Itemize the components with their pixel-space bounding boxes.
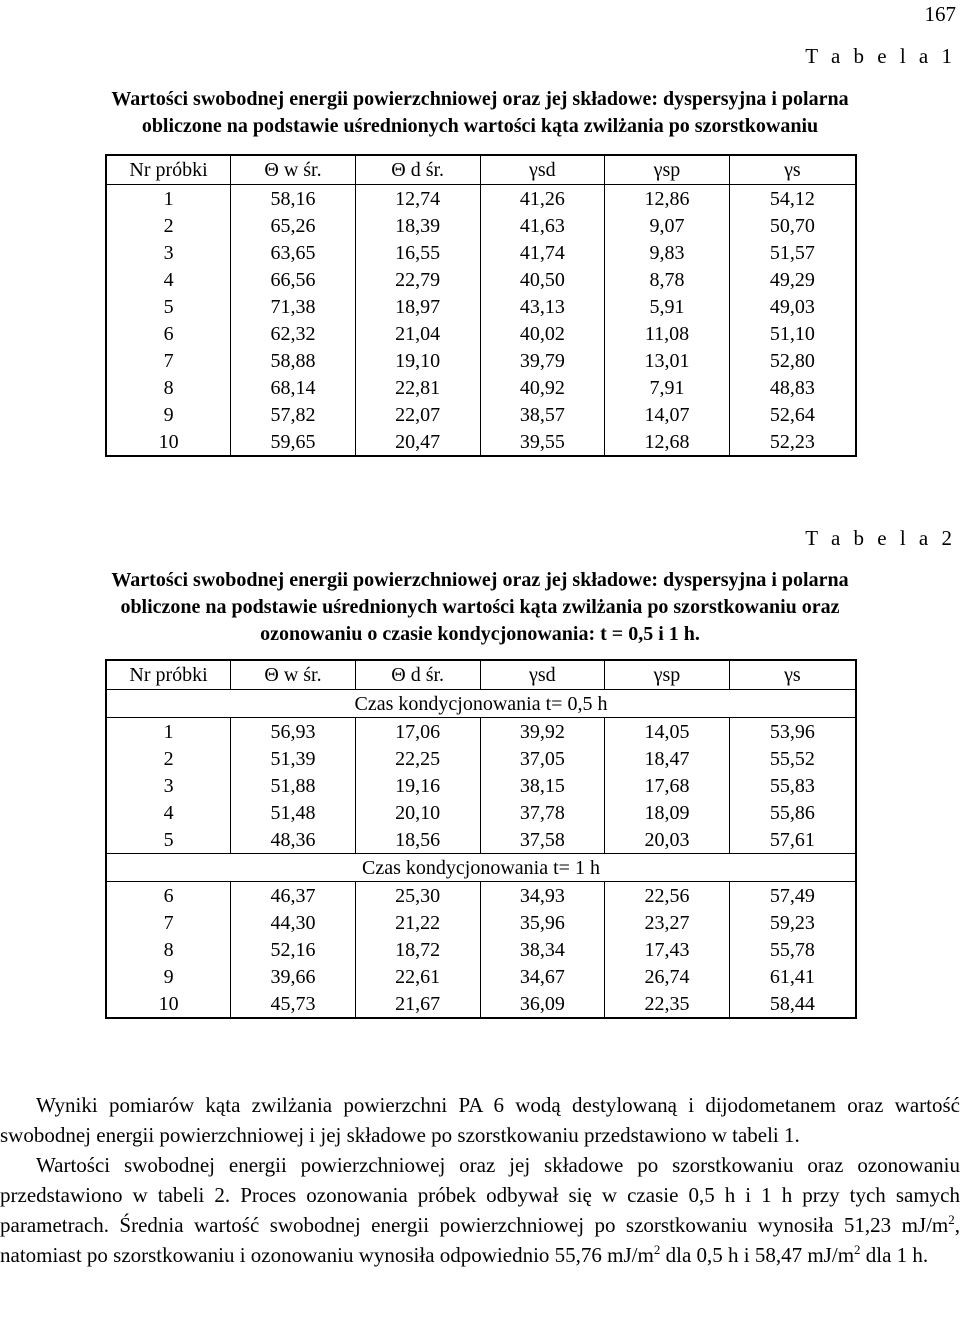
paragraph-2-text: dla 0,5 h i 58,47 mJ/m (660, 1243, 855, 1267)
table-cell: 21,04 (355, 320, 480, 347)
table2 (105, 659, 857, 1019)
table-row (106, 239, 856, 266)
page-number: 167 (924, 2, 956, 26)
table-row (106, 826, 856, 854)
table-cell: 46,37 (231, 882, 356, 910)
table-cell: 52,23 (729, 428, 856, 456)
table-cell: 5,91 (605, 293, 730, 320)
table-cell: 39,66 (231, 963, 356, 990)
table-cell: 52,16 (231, 936, 356, 963)
table-cell: 3 (106, 772, 231, 799)
table-header-cell: γs (729, 155, 856, 185)
table-cell: 63,65 (231, 239, 356, 266)
table-cell: 35,96 (480, 909, 605, 936)
table-cell: 37,58 (480, 826, 605, 854)
table-cell: 51,88 (231, 772, 356, 799)
table-row (106, 772, 856, 799)
table-cell: 18,72 (355, 936, 480, 963)
table-cell: 8 (106, 936, 231, 963)
table-cell: 54,12 (729, 185, 856, 213)
table-cell: 21,22 (355, 909, 480, 936)
table-cell: 17,43 (605, 936, 730, 963)
table-cell: 49,29 (729, 266, 856, 293)
table-cell: 37,78 (480, 799, 605, 826)
table-cell: 41,63 (480, 212, 605, 239)
table-cell: 8,78 (605, 266, 730, 293)
table-cell: 7 (106, 909, 231, 936)
table-section-label: Czas kondycjonowania t= 1 h (106, 854, 856, 882)
paragraph-2-text: dla 1 h. (860, 1243, 929, 1267)
table-cell: 55,86 (729, 799, 856, 826)
table-row (106, 990, 856, 1018)
table-cell: 22,81 (355, 374, 480, 401)
table-cell: 51,57 (729, 239, 856, 266)
table-cell: 19,16 (355, 772, 480, 799)
table-cell: 43,13 (480, 293, 605, 320)
table-row (106, 882, 856, 910)
table-row (106, 185, 856, 213)
table-header-cell: Nr próbki (106, 155, 231, 185)
table-row (106, 963, 856, 990)
table-row (106, 401, 856, 428)
table-cell: 38,57 (480, 401, 605, 428)
table-cell: 41,74 (480, 239, 605, 266)
table-cell: 39,92 (480, 718, 605, 746)
table-header-cell: Θ w śr. (231, 660, 356, 690)
table-section-label: Czas kondycjonowania t= 0,5 h (106, 690, 856, 718)
table-row (106, 718, 856, 746)
table-row (106, 799, 856, 826)
table-header-row (106, 155, 856, 185)
table-cell: 38,34 (480, 936, 605, 963)
table-cell: 59,23 (729, 909, 856, 936)
table-cell: 40,02 (480, 320, 605, 347)
table-cell: 7 (106, 347, 231, 374)
table-cell: 26,74 (605, 963, 730, 990)
table-cell: 12,68 (605, 428, 730, 456)
table-cell: 18,97 (355, 293, 480, 320)
table-cell: 12,86 (605, 185, 730, 213)
table-cell: 22,61 (355, 963, 480, 990)
table1-label: T a b e l a 1 (805, 44, 956, 68)
table-cell: 61,41 (729, 963, 856, 990)
table2-title-line: ozonowaniu o czasie kondycjonowania: t = 0,5 i 1 h. (260, 623, 700, 645)
table-header-cell: Θ d śr. (355, 660, 480, 690)
table-cell: 17,06 (355, 718, 480, 746)
table-cell: 18,56 (355, 826, 480, 854)
paragraph-2 (0, 1150, 960, 1270)
table-cell: 57,49 (729, 882, 856, 910)
table-header-cell: γsd (480, 155, 605, 185)
table-cell: 58,44 (729, 990, 856, 1018)
table-cell: 37,05 (480, 745, 605, 772)
table-cell: 10 (106, 990, 231, 1018)
table-row (106, 374, 856, 401)
table-cell: 1 (106, 718, 231, 746)
table-cell: 20,47 (355, 428, 480, 456)
table-cell: 6 (106, 882, 231, 910)
table1 (105, 154, 857, 457)
body-text (0, 1090, 960, 1270)
table-cell: 57,61 (729, 826, 856, 854)
table-cell: 22,56 (605, 882, 730, 910)
table-cell: 13,01 (605, 347, 730, 374)
table-cell: 20,10 (355, 799, 480, 826)
table1-title (0, 86, 960, 140)
table-cell: 52,80 (729, 347, 856, 374)
table-cell: 56,93 (231, 718, 356, 746)
table-header-cell: γsd (480, 660, 605, 690)
table-row (106, 266, 856, 293)
table-cell: 17,68 (605, 772, 730, 799)
table-cell: 9 (106, 401, 231, 428)
table-cell: 22,07 (355, 401, 480, 428)
superscript: 2 (948, 1212, 955, 1227)
table-cell: 34,93 (480, 882, 605, 910)
table-cell: 22,79 (355, 266, 480, 293)
table-cell: 65,26 (231, 212, 356, 239)
table-row (106, 909, 856, 936)
table-header-cell: γsp (605, 660, 730, 690)
table-cell: 21,67 (355, 990, 480, 1018)
table-cell: 58,88 (231, 347, 356, 374)
table-cell: 8 (106, 374, 231, 401)
table-cell: 4 (106, 799, 231, 826)
table-row (106, 745, 856, 772)
table1-title-line: Wartości swobodnej energii powierzchniowej oraz jej składowe: dyspersyjna i polarna (111, 88, 849, 110)
table-section-row (106, 690, 856, 718)
table-row (106, 212, 856, 239)
table-cell: 14,05 (605, 718, 730, 746)
table-cell: 4 (106, 266, 231, 293)
table-row (106, 347, 856, 374)
table2-title (0, 567, 960, 648)
table-cell: 49,03 (729, 293, 856, 320)
table-cell: 25,30 (355, 882, 480, 910)
paragraph-2-text: , natomiast po szorstkowaniu i ozonowaniu wynosiła odpowiednio 55,76 mJ/m (0, 1213, 960, 1267)
table-cell: 41,26 (480, 185, 605, 213)
table-header-cell: γsp (605, 155, 730, 185)
table1-title-line: obliczone na podstawie uśrednionych wartości kąta zwilżania po szorstkowaniu (141, 115, 819, 137)
table-row (106, 293, 856, 320)
table2-title-line: Wartości swobodnej energii powierzchniowej oraz jej składowe: dyspersyjna i polarna (111, 569, 849, 591)
table-cell: 48,36 (231, 826, 356, 854)
table-cell: 59,65 (231, 428, 356, 456)
table-cell: 23,27 (605, 909, 730, 936)
table-cell: 6 (106, 320, 231, 347)
paragraph-2-text: Wartości swobodnej energii powierzchniowej oraz jej składowe po szorstkowaniu oraz ozonowaniu przedstawiono w tabeli 2. Proces ozonowania próbek odbywał się w czasie 0,5 h i 1 h przy tych samych parametrach. Średnia wartość swobodnej energii powierzchniowej po szorstkowaniu wynosiła 51,23 mJ/m (0, 1153, 960, 1237)
table-cell: 20,03 (605, 826, 730, 854)
table-header-row (106, 660, 856, 690)
table-cell: 3 (106, 239, 231, 266)
table-header-cell: Θ w śr. (231, 155, 356, 185)
table-cell: 58,16 (231, 185, 356, 213)
table-cell: 71,38 (231, 293, 356, 320)
table-section-row (106, 854, 856, 882)
table-cell: 39,55 (480, 428, 605, 456)
table-cell: 22,25 (355, 745, 480, 772)
table-cell: 51,39 (231, 745, 356, 772)
table-cell: 14,07 (605, 401, 730, 428)
table-cell: 1 (106, 185, 231, 213)
table-cell: 45,73 (231, 990, 356, 1018)
table-cell: 5 (106, 826, 231, 854)
table-cell: 7,91 (605, 374, 730, 401)
table-cell: 40,92 (480, 374, 605, 401)
table-cell: 19,10 (355, 347, 480, 374)
table-cell: 9 (106, 963, 231, 990)
table-cell: 38,15 (480, 772, 605, 799)
table-cell: 9,07 (605, 212, 730, 239)
table2-title-line: obliczone na podstawie uśrednionych wartości kąta zwilżania po szorstkowaniu oraz (120, 596, 840, 618)
table-cell: 18,47 (605, 745, 730, 772)
table-cell: 44,30 (231, 909, 356, 936)
table-cell: 68,14 (231, 374, 356, 401)
paragraph-1: Wyniki pomiarów kąta zwilżania powierzchni PA 6 wodą destylowaną i dijodometanem oraz wartość swobodnej energii powierzchniowej i jej składowe po szorstkowaniu przedstawiono w tabeli 1. (0, 1093, 960, 1147)
superscript: 2 (854, 1242, 861, 1257)
table-cell: 16,55 (355, 239, 480, 266)
table-cell: 22,35 (605, 990, 730, 1018)
table-cell: 18,09 (605, 799, 730, 826)
table-row (106, 320, 856, 347)
table-cell: 9,83 (605, 239, 730, 266)
table-cell: 34,67 (480, 963, 605, 990)
superscript: 2 (653, 1242, 661, 1257)
table-header-cell: Nr próbki (106, 660, 231, 690)
table-cell: 10 (106, 428, 231, 456)
table-cell: 12,74 (355, 185, 480, 213)
table-cell: 51,48 (231, 799, 356, 826)
table-cell: 55,83 (729, 772, 856, 799)
table-cell: 18,39 (355, 212, 480, 239)
table-cell: 52,64 (729, 401, 856, 428)
table-cell: 62,32 (231, 320, 356, 347)
table-cell: 55,52 (729, 745, 856, 772)
table-cell: 50,70 (729, 212, 856, 239)
table-cell: 40,50 (480, 266, 605, 293)
table-cell: 48,83 (729, 374, 856, 401)
table-row (106, 936, 856, 963)
table-cell: 11,08 (605, 320, 730, 347)
table-cell: 55,78 (729, 936, 856, 963)
table2-label: T a b e l a 2 (805, 526, 956, 550)
table-cell: 57,82 (231, 401, 356, 428)
table-cell: 66,56 (231, 266, 356, 293)
table-header-cell: Θ d śr. (355, 155, 480, 185)
table-cell: 39,79 (480, 347, 605, 374)
table-cell: 2 (106, 745, 231, 772)
table-cell: 2 (106, 212, 231, 239)
table-cell: 51,10 (729, 320, 856, 347)
table-header-cell: γs (729, 660, 856, 690)
table-cell: 53,96 (729, 718, 856, 746)
table-cell: 5 (106, 293, 231, 320)
table-cell: 36,09 (480, 990, 605, 1018)
table-row (106, 428, 856, 456)
